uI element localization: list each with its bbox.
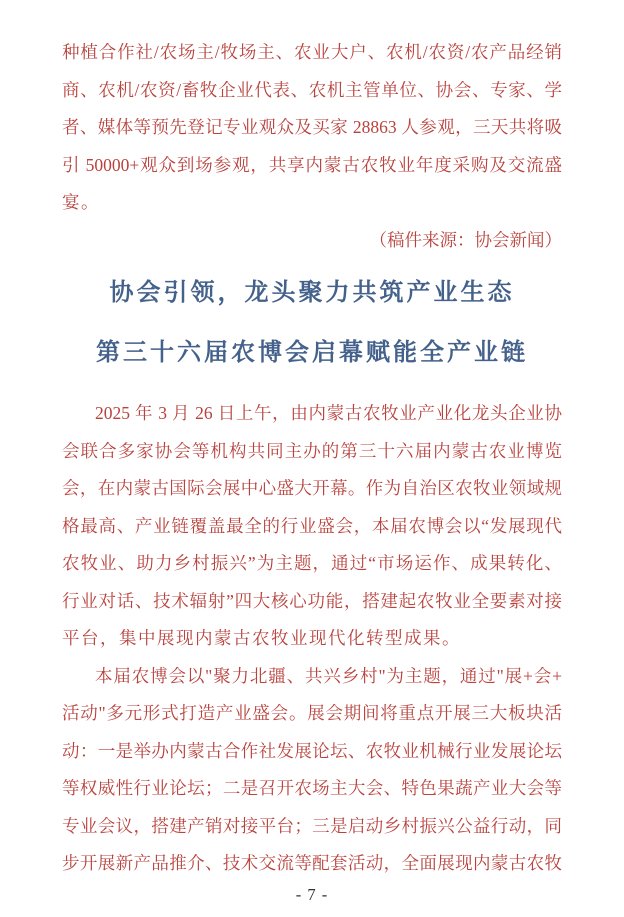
- text-line: 农牧业、助力乡村振兴”为主题，通过“市场运作、成果转化、: [62, 553, 562, 573]
- text-line: 者、媒体等预先登记专业观众及买家 28863 人参观，三天共将吸: [62, 117, 562, 137]
- article-title-line-1: 协会引领，龙头聚力共筑产业生态: [109, 279, 515, 306]
- text-line: 引 50000+观众到场参观，共享内蒙古农牧业年度采购及交流盛: [62, 154, 562, 175]
- article-title-line-2: 第三十六届农博会启幕赋能全产业链: [96, 339, 528, 366]
- text-line: 格最高、产业链覆盖最全的行业盛会，本届农博会以“发展现代: [62, 515, 562, 536]
- paragraph-2: [62, 658, 562, 883]
- text-line: 平台，集中展现内蒙古农牧业现代化转型成果。: [62, 628, 461, 648]
- text-line: 会，在内蒙古国际会展中心盛大开幕。作为自治区农牧业领域规: [62, 478, 562, 498]
- page-number: - 7 -: [295, 884, 329, 904]
- source-attribution: （稿件来源：协会新闻）: [369, 229, 562, 250]
- text-line: 等权威性行业论坛；二是召开农场主大会、特色果蔬产业大会等: [62, 778, 562, 798]
- text-line: 本届农博会以"聚力北疆、共兴乡村"为主题，通过"展+会+: [95, 665, 562, 686]
- paragraph-continuation: [62, 34, 562, 222]
- text-line: 专业会议，搭建产销对接平台；三是启动乡村振兴公益行动，同: [62, 815, 562, 836]
- text-line: 种植合作社/农场主/牧场主、农业大户、农机/农资/农产品经销: [62, 42, 562, 62]
- text-line: 步开展新产品推介、技术交流等配套活动，全面展现内蒙古农牧: [62, 853, 562, 873]
- text-line: 活动"多元形式打造产业盛会。展会期间将重点开展三大板块活: [62, 703, 562, 723]
- text-line: 2025 年 3 月 26 日上午，由内蒙古农牧业产业化龙头企业协: [95, 403, 562, 423]
- text-line: 宴。: [62, 192, 100, 212]
- text-line: 商、农机/农资/畜牧企业代表、农机主管单位、协会、专家、学: [62, 79, 562, 100]
- text-line: 行业对话、技术辐射”四大核心功能，搭建起农牧业全要素对接: [62, 590, 562, 611]
- paragraph-1: [62, 395, 562, 658]
- text-line: 动：一是举办内蒙古合作社发展论坛、农牧业机械行业发展论坛: [62, 740, 562, 761]
- text-line: 会联合多家协会等机构共同主办的第三十六届内蒙古农业博览: [62, 440, 562, 461]
